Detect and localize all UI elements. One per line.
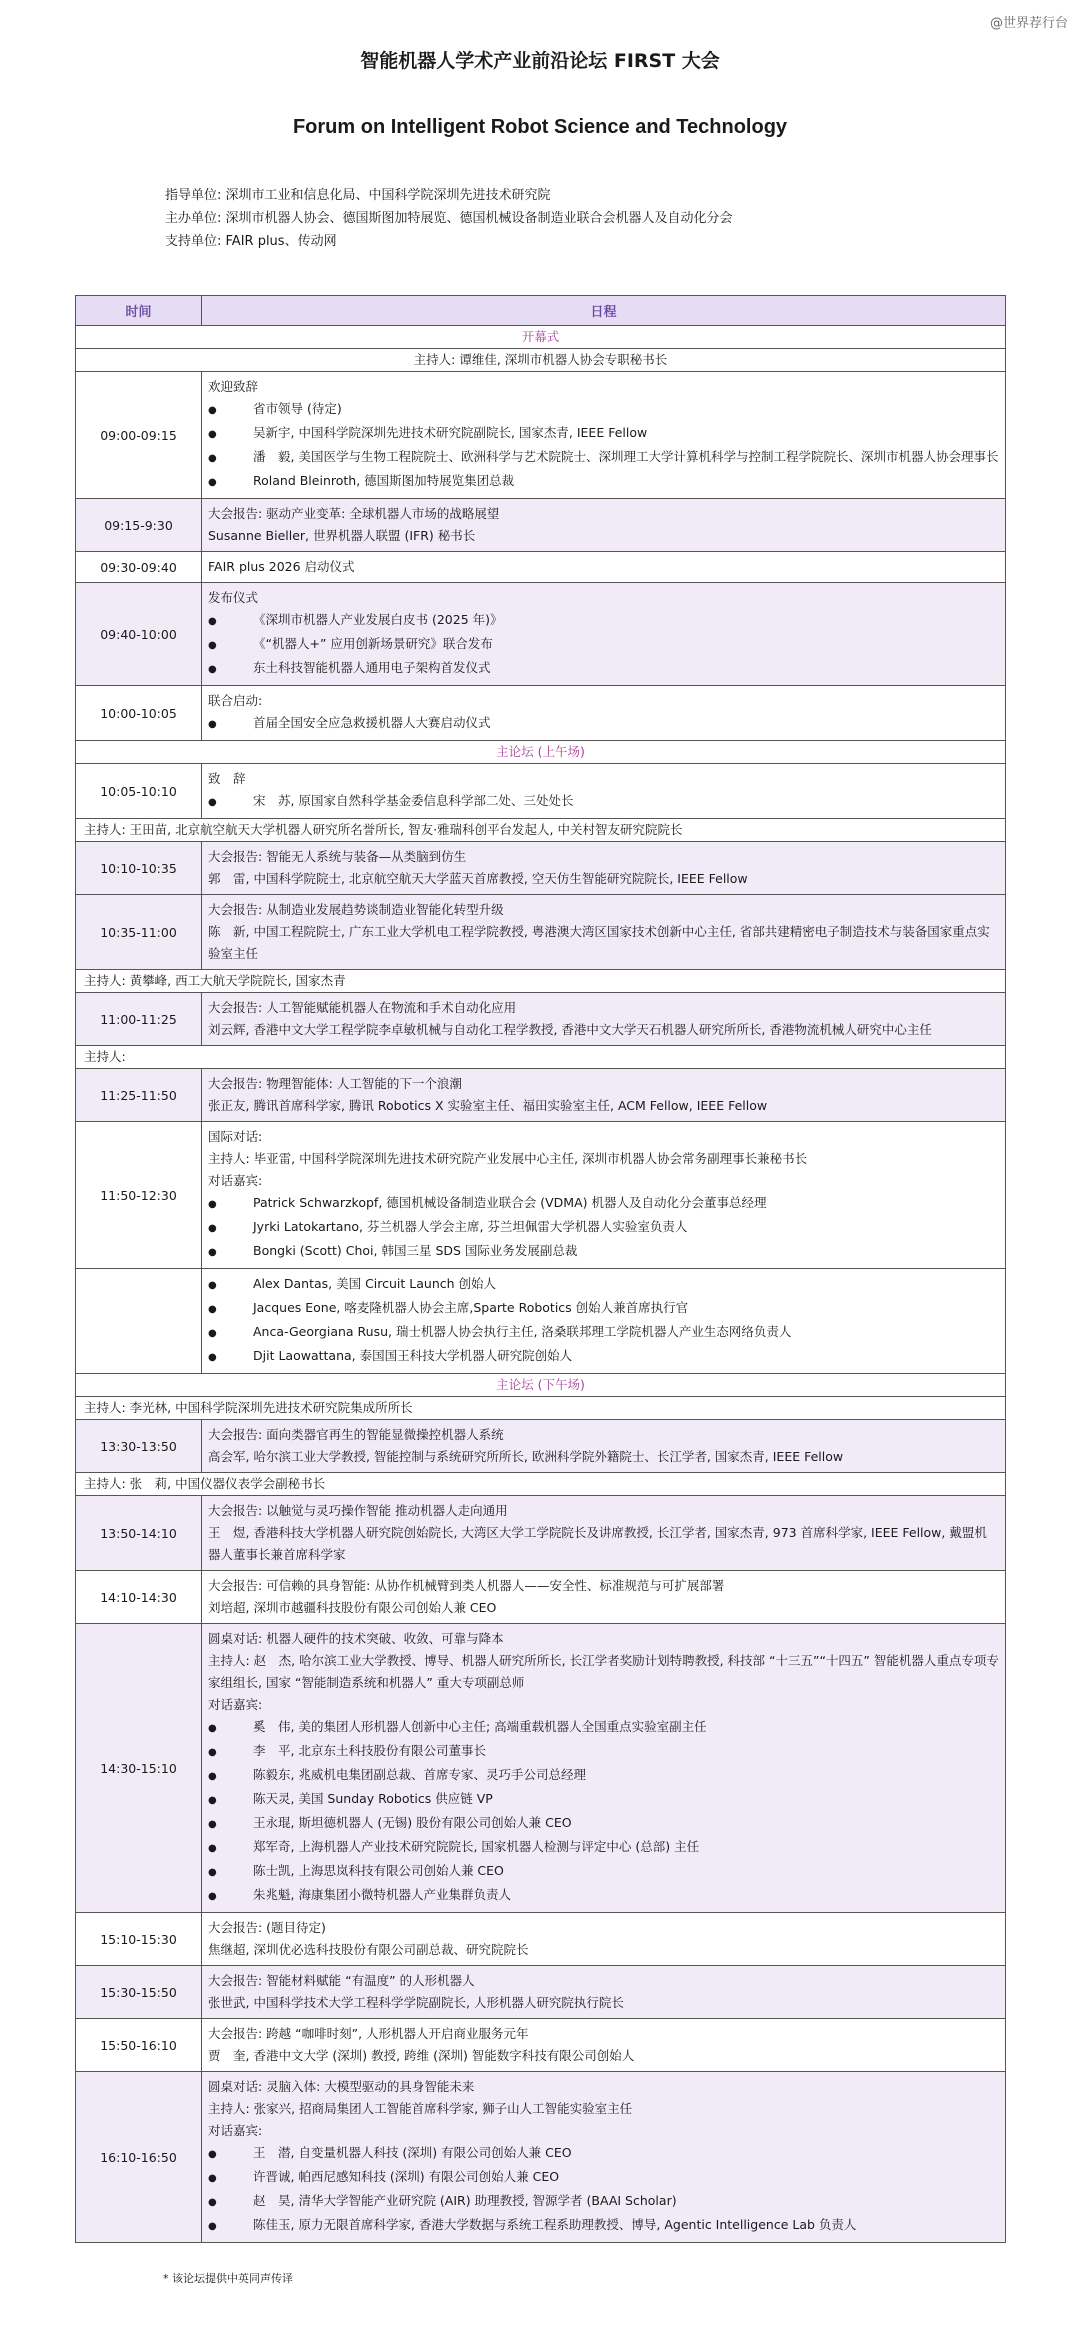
host-text: 主持人: 李光林, 中国科学院深圳先进技术研究院集成所所长 bbox=[76, 1397, 1006, 1420]
bullet-item: ● 赵 昊, 清华大学智能产业研究院 (AIR) 助理教授, 智源学者 (BAAI Scholar) bbox=[208, 2190, 999, 2214]
bullet-item: ● 《“机器人+” 应用创新场景研究》联合发布 bbox=[208, 633, 999, 657]
agenda-line: 大会报告: (题目待定) bbox=[208, 1920, 326, 1935]
agenda-line: 大会报告: 物理智能体: 人工智能的下一个浪潮 bbox=[208, 1076, 462, 1091]
time-cell: 11:50-12:30 bbox=[76, 1122, 202, 1269]
host-text: 主持人: 张 莉, 中国仪器仪表学会副秘书长 bbox=[76, 1473, 1006, 1496]
agenda-line: 张正友, 腾讯首席科学家, 腾讯 Robotics X 实验室主任、福田实验室主任, ACM Fellow, IEEE Fellow bbox=[208, 1098, 768, 1113]
schedule-body bbox=[76, 326, 1006, 2243]
agenda-cell bbox=[202, 1966, 1006, 2019]
host-row bbox=[76, 349, 1006, 372]
bullet-item: ● 陈毅东, 兆威机电集团副总裁、首席专家、灵巧手公司总经理 bbox=[208, 1764, 999, 1788]
bullet-item: ● Patrick Schwarzkopf, 德国机械设备制造业联合会 (VDMA) 机器人及自动化分会董事总经理 bbox=[208, 1192, 999, 1216]
agenda-line: 欢迎致辞 bbox=[208, 379, 259, 394]
agenda-line: 大会报告: 驱动产业变革: 全球机器人市场的战略展望 bbox=[208, 506, 500, 521]
agenda-cell bbox=[202, 1420, 1006, 1473]
agenda-cell bbox=[202, 842, 1006, 895]
agenda-cell bbox=[202, 1496, 1006, 1571]
agenda-line: 对话嘉宾: bbox=[208, 2123, 263, 2138]
organizer-line: 主办单位: 深圳市机器人协会、德国斯图加特展览、德国机械设备制造业联合会机器人及自动化分会 bbox=[165, 211, 733, 226]
page-title-en: Forum on Intelligent Robot Science and Technology bbox=[292, 116, 788, 138]
time-cell: 10:10-10:35 bbox=[76, 842, 202, 895]
bullet-item: ● Jyrki Latokartano, 芬兰机器人学会主席, 芬兰坦佩雷大学机器人实验室负责人 bbox=[208, 1216, 999, 1240]
time-cell: 09:40-10:00 bbox=[76, 583, 202, 686]
agenda-cell bbox=[202, 764, 1006, 819]
organizers-block bbox=[165, 184, 733, 253]
schedule-row bbox=[76, 993, 1006, 1046]
agenda-cell bbox=[202, 1571, 1006, 1624]
agenda-line: 张世武, 中国科学技术大学工程科学学院副院长, 人形机器人研究院执行院长 bbox=[208, 1995, 624, 2010]
schedule-row bbox=[76, 1624, 1006, 1913]
page-title-cn: 智能机器人学术产业前沿论坛 FIRST 大会 bbox=[360, 50, 720, 72]
schedule-row bbox=[76, 2019, 1006, 2072]
time-cell: 14:30-15:10 bbox=[76, 1624, 202, 1913]
bullet-item: ● Anca-Georgiana Rusu, 瑞士机器人协会执行主任, 洛桑联邦理工学院机器人产业生态网络负责人 bbox=[208, 1321, 999, 1345]
bullet-item: ● 李 平, 北京东土科技股份有限公司董事长 bbox=[208, 1740, 999, 1764]
bullet-item: ● 陈天灵, 美国 Sunday Robotics 供应链 VP bbox=[208, 1788, 999, 1812]
agenda-line: 主持人: 毕亚雷, 中国科学院深圳先进技术研究院产业发展中心主任, 深圳市机器人协会常务副理事长兼秘书长 bbox=[208, 1151, 808, 1166]
agenda-line: 贾 奎, 香港中文大学 (深圳) 教授, 跨维 (深圳) 智能数字科技有限公司创始人 bbox=[208, 2048, 635, 2063]
agenda-line: 对话嘉宾: bbox=[208, 1697, 263, 1712]
schedule-row bbox=[76, 552, 1006, 583]
agenda-cell bbox=[202, 1269, 1006, 1374]
section-title: 开幕式 bbox=[76, 326, 1006, 349]
agenda-cell bbox=[202, 993, 1006, 1046]
host-text: 主持人: bbox=[76, 1046, 1006, 1069]
agenda-cell bbox=[202, 499, 1006, 552]
time-cell: 13:30-13:50 bbox=[76, 1420, 202, 1473]
agenda-cell bbox=[202, 1624, 1006, 1913]
agenda-cell bbox=[202, 1069, 1006, 1122]
header-time: 时间 bbox=[76, 296, 202, 326]
header-agenda: 日程 bbox=[202, 296, 1006, 326]
time-cell: 11:00-11:25 bbox=[76, 993, 202, 1046]
bullet-item: ● 东土科技智能机器人通用电子架构首发仪式 bbox=[208, 657, 999, 681]
agenda-line: 圆桌对话: 灵脑入体: 大模型驱动的具身智能未来 bbox=[208, 2079, 475, 2094]
agenda-cell bbox=[202, 686, 1006, 741]
schedule-row bbox=[76, 1420, 1006, 1473]
schedule-row bbox=[76, 1913, 1006, 1966]
agenda-line: 大会报告: 面向类器官再生的智能显微操控机器人系统 bbox=[208, 1427, 504, 1442]
time-cell: 14:10-14:30 bbox=[76, 1571, 202, 1624]
agenda-cell bbox=[202, 552, 1006, 583]
bullet-item: ● 《深圳市机器人产业发展白皮书 (2025 年)》 bbox=[208, 609, 999, 633]
bullet-item: ● 郑军奇, 上海机器人产业技术研究院院长, 国家机器人检测与评定中心 (总部) 主任 bbox=[208, 1836, 999, 1860]
agenda-line: 刘云辉, 香港中文大学工程学院李卓敏机械与自动化工程学教授, 香港中文大学天石机器人研究所所长, 香港物流机械人研究中心主任 bbox=[208, 1022, 932, 1037]
time-cell: 15:10-15:30 bbox=[76, 1913, 202, 1966]
schedule-row bbox=[76, 895, 1006, 970]
agenda-line: 大会报告: 人工智能赋能机器人在物流和手术自动化应用 bbox=[208, 1000, 517, 1015]
time-cell: 15:30-15:50 bbox=[76, 1966, 202, 2019]
agenda-line: 国际对话: bbox=[208, 1129, 263, 1144]
agenda-cell bbox=[202, 2072, 1006, 2243]
agenda-line: FAIR plus 2026 启动仪式 bbox=[208, 559, 355, 574]
agenda-line: 大会报告: 从制造业发展趋势谈制造业智能化转型升级 bbox=[208, 902, 504, 917]
schedule-row bbox=[76, 1269, 1006, 1374]
section-title: 主论坛 (上午场) bbox=[76, 741, 1006, 764]
agenda-line: 陈 新, 中国工程院院士, 广东工业大学机电工程学院教授, 粤港澳大湾区国家技术创新中心主任, 省部共建精密电子制造技术与装备国家重点实验室主任 bbox=[208, 924, 990, 961]
schedule-row bbox=[76, 842, 1006, 895]
schedule-row bbox=[76, 1966, 1006, 2019]
schedule-row bbox=[76, 1496, 1006, 1571]
agenda-line: 主持人: 赵 杰, 哈尔滨工业大学教授、博导、机器人研究所所长, 长江学者奖励计划特聘教授, 科技部 “十三五”“十四五” 智能机器人重点专项专家组组长, 国家 “智能制造系统和机器人” 重大专项副总师 bbox=[208, 1653, 999, 1690]
bullet-item: ● 朱兆魁, 海康集团小微特机器人产业集群负责人 bbox=[208, 1884, 999, 1908]
agenda-line: 圆桌对话: 机器人硬件的技术突破、收敛、可靠与降本 bbox=[208, 1631, 504, 1646]
agenda-line: 大会报告: 跨越 “咖啡时刻”, 人形机器人开启商业服务元年 bbox=[208, 2026, 529, 2041]
bullet-item: ● Jacques Eone, 喀麦隆机器人协会主席,Sparte Robotics 创始人兼首席执行官 bbox=[208, 1297, 999, 1321]
bullet-item: ● 陈士凯, 上海思岚科技有限公司创始人兼 CEO bbox=[208, 1860, 999, 1884]
schedule-row bbox=[76, 1069, 1006, 1122]
table-header-row bbox=[76, 296, 1006, 326]
host-row bbox=[76, 970, 1006, 993]
time-cell: 16:10-16:50 bbox=[76, 2072, 202, 2243]
section-title: 主论坛 (下午场) bbox=[76, 1374, 1006, 1397]
time-cell: 10:00-10:05 bbox=[76, 686, 202, 741]
host-row bbox=[76, 1473, 1006, 1496]
agenda-line: 高会军, 哈尔滨工业大学教授, 智能控制与系统研究所所长, 欧洲科学院外籍院士、长江学者, 国家杰青, IEEE Fellow bbox=[208, 1449, 844, 1464]
agenda-cell bbox=[202, 372, 1006, 499]
agenda-line: 大会报告: 以触觉与灵巧操作智能 推动机器人走向通用 bbox=[208, 1503, 508, 1518]
time-cell: 09:00-09:15 bbox=[76, 372, 202, 499]
time-cell: 10:05-10:10 bbox=[76, 764, 202, 819]
host-text: 主持人: 王田苗, 北京航空航天大学机器人研究所名誉所长, 智友·雅瑞科创平台发起人, 中关村智友研究院院长 bbox=[76, 819, 1006, 842]
bullet-item: ● 潘 毅, 美国医学与生物工程院院士、欧洲科学与艺术院院士、深圳理工大学计算机科学与控制工程学院院长、深圳市机器人协会理事长 bbox=[208, 446, 999, 470]
agenda-line: 主持人: 张家兴, 招商局集团人工智能首席科学家, 狮子山人工智能实验室主任 bbox=[208, 2101, 633, 2116]
agenda-cell bbox=[202, 583, 1006, 686]
agenda-cell bbox=[202, 895, 1006, 970]
agenda-line: 大会报告: 可信赖的具身智能: 从协作机械臂到类人机器人——安全性、标准规范与可扩展部署 bbox=[208, 1578, 725, 1593]
host-row bbox=[76, 1046, 1006, 1069]
agenda-line: 刘培超, 深圳市越疆科技股份有限公司创始人兼 CEO bbox=[208, 1600, 497, 1615]
bullet-item: ● Bongki (Scott) Choi, 韩国三星 SDS 国际业务发展副总裁 bbox=[208, 1240, 999, 1264]
host-row bbox=[76, 1397, 1006, 1420]
bullet-item: ● Roland Bleinroth, 德国斯图加特展览集团总裁 bbox=[208, 470, 999, 494]
host-text: 主持人: 谭维佳, 深圳市机器人协会专职秘书长 bbox=[76, 349, 1006, 372]
agenda-cell bbox=[202, 1913, 1006, 1966]
section-row bbox=[76, 326, 1006, 349]
host-text: 主持人: 黄攀峰, 西工大航天学院院长, 国家杰青 bbox=[76, 970, 1006, 993]
schedule-row bbox=[76, 2072, 1006, 2243]
bullet-item: ● 奚 伟, 美的集团人形机器人创新中心主任; 高端重载机器人全国重点实验室副主任 bbox=[208, 1716, 999, 1740]
time-cell: 13:50-14:10 bbox=[76, 1496, 202, 1571]
agenda-line: 对话嘉宾: bbox=[208, 1173, 263, 1188]
schedule-row bbox=[76, 686, 1006, 741]
section-row bbox=[76, 741, 1006, 764]
schedule-row bbox=[76, 583, 1006, 686]
agenda-line: 郭 雷, 中国科学院院士, 北京航空航天大学蓝天首席教授, 空天仿生智能研究院院长, IEEE Fellow bbox=[208, 871, 748, 886]
bullet-item: ● 许晋诚, 帕西尼感知科技 (深圳) 有限公司创始人兼 CEO bbox=[208, 2166, 999, 2190]
watermark: @世界荐行台 bbox=[989, 16, 1068, 31]
agenda-cell bbox=[202, 1122, 1006, 1269]
time-cell bbox=[76, 1269, 202, 1374]
time-cell: 09:30-09:40 bbox=[76, 552, 202, 583]
footnote: * 该论坛提供中英同声传译 bbox=[163, 2272, 293, 2285]
agenda-cell bbox=[202, 2019, 1006, 2072]
agenda-line: 大会报告: 智能无人系统与装备—从类脑到仿生 bbox=[208, 849, 467, 864]
bullet-item: ● 首届全国安全应急救援机器人大赛启动仪式 bbox=[208, 712, 999, 736]
agenda-line: 焦继超, 深圳优必选科技股份有限公司副总裁、研究院院长 bbox=[208, 1942, 529, 1957]
schedule-row bbox=[76, 499, 1006, 552]
schedule-row bbox=[76, 764, 1006, 819]
time-cell: 11:25-11:50 bbox=[76, 1069, 202, 1122]
bullet-item: ● Djit Laowattana, 泰国国王科技大学机器人研究院创始人 bbox=[208, 1345, 999, 1369]
schedule-table bbox=[75, 295, 1006, 2243]
time-cell: 15:50-16:10 bbox=[76, 2019, 202, 2072]
time-cell: 09:15-9:30 bbox=[76, 499, 202, 552]
bullet-item: ● 王 潜, 自变量机器人科技 (深圳) 有限公司创始人兼 CEO bbox=[208, 2142, 999, 2166]
organizer-line: 支持单位: FAIR plus、传动网 bbox=[165, 234, 337, 249]
host-row bbox=[76, 819, 1006, 842]
bullet-item: ● 王永琨, 斯坦德机器人 (无锡) 股份有限公司创始人兼 CEO bbox=[208, 1812, 999, 1836]
section-row bbox=[76, 1374, 1006, 1397]
agenda-line: 王 煜, 香港科技大学机器人研究院创始院长, 大湾区大学工学院院长及讲席教授, 长江学者, 国家杰青, 973 首席科学家, IEEE Fellow, 戴盟机器人董事长兼首席科学家 bbox=[208, 1525, 987, 1562]
agenda-line: 大会报告: 智能材料赋能 “有温度” 的人形机器人 bbox=[208, 1973, 475, 1988]
bullet-item: ● 省市领导 (待定) bbox=[208, 398, 999, 422]
agenda-line: 联合启动: bbox=[208, 693, 263, 708]
agenda-line: Susanne Bieller, 世界机器人联盟 (IFR) 秘书长 bbox=[208, 528, 476, 543]
bullet-item: ● 宋 苏, 原国家自然科学基金委信息科学部二处、三处处长 bbox=[208, 790, 999, 814]
schedule-row bbox=[76, 372, 1006, 499]
schedule-row bbox=[76, 1122, 1006, 1269]
time-cell: 10:35-11:00 bbox=[76, 895, 202, 970]
organizer-line: 指导单位: 深圳市工业和信息化局、中国科学院深圳先进技术研究院 bbox=[165, 188, 551, 203]
bullet-item: ● Alex Dantas, 美国 Circuit Launch 创始人 bbox=[208, 1273, 999, 1297]
bullet-item: ● 吴新宇, 中国科学院深圳先进技术研究院副院长, 国家杰青, IEEE Fellow bbox=[208, 422, 999, 446]
agenda-line: 致 辞 bbox=[208, 771, 246, 786]
bullet-item: ● 陈佳玉, 原力无限首席科学家, 香港大学数据与系统工程系助理教授、博导, Agentic Intelligence Lab 负责人 bbox=[208, 2214, 999, 2238]
schedule-row bbox=[76, 1571, 1006, 1624]
agenda-line: 发布仪式 bbox=[208, 590, 259, 605]
